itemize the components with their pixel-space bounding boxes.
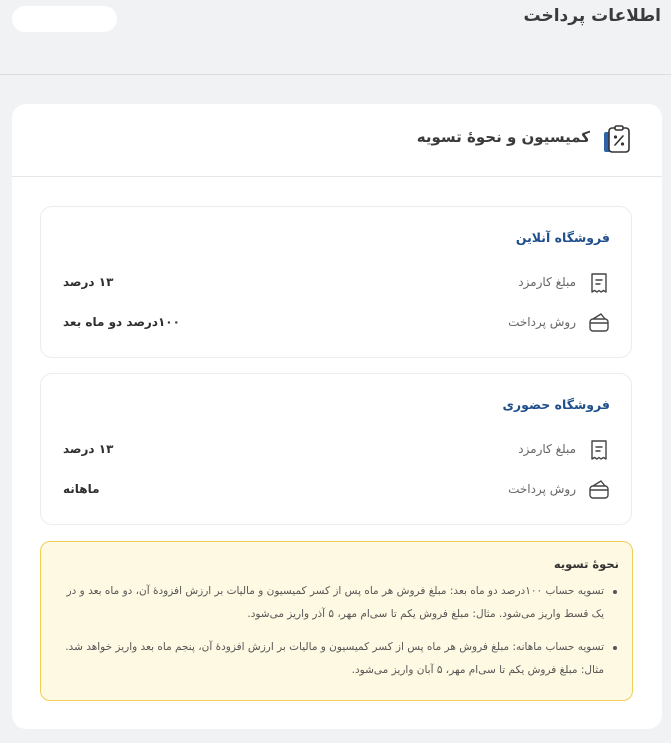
page-header <box>0 0 671 75</box>
fee-label: مبلغ کارمزد <box>518 442 576 456</box>
store-online-section <box>40 206 632 358</box>
notice-list <box>54 580 619 682</box>
fee-row <box>63 438 610 462</box>
receipt-icon <box>588 271 610 295</box>
store-name: فروشگاه آنلاین <box>515 230 610 245</box>
header-placeholder-pill <box>12 6 117 32</box>
notice-item <box>54 580 619 626</box>
card-title: کمیسیون و نحوهٔ تسویه <box>416 128 590 146</box>
payment-method-value: ۱۰۰درصد دو ماه بعد <box>63 315 180 329</box>
store-physical-section <box>40 373 632 525</box>
store-name: فروشگاه حضوری <box>502 397 610 412</box>
notice-item-text: تسویه حساب ۱۰۰درصد دو ماه بعد: مبلغ فروش هر ماه پس از کسر کمیسیون و مالیات بر ارزش افزودهٔ آن، دو ماه بعد و در یک قسط واریز می‌شود. مثال: مبلغ فروش یکم تا سی‌ام مهر، ۵ آذر واریز می‌شود. <box>66 585 604 620</box>
payment-method-label: روش پرداخت <box>508 482 576 496</box>
fee-label: مبلغ کارمزد <box>518 275 576 289</box>
payment-method-row <box>63 311 610 335</box>
payment-method-value: ماهانه <box>63 482 100 496</box>
payment-method-row <box>63 478 610 502</box>
receipt-icon <box>588 438 610 462</box>
notice-title: نحوهٔ تسویه <box>553 557 619 571</box>
bullet-icon <box>613 590 617 594</box>
notice-item-text: تسویه حساب ماهانه: مبلغ فروش هر ماه پس از کسر کمیسیون و مالیات بر ارزش افزودهٔ آن، پنجم ماه بعد واریز خواهد شد. مثال: مبلغ فروش یکم تا سی‌ام مهر، ۵ آبان واریز می‌شود. <box>65 641 604 676</box>
fee-value: ۱۳ درصد <box>63 275 114 289</box>
percent-document-icon <box>602 124 634 156</box>
notice-item <box>54 636 619 682</box>
bullet-icon <box>613 646 617 650</box>
payment-method-label: روش پرداخت <box>508 315 576 329</box>
fee-value: ۱۳ درصد <box>63 442 114 456</box>
card-header <box>12 104 662 177</box>
page-title: اطلاعات پرداخت <box>523 6 661 26</box>
wallet-icon <box>588 311 610 335</box>
wallet-icon <box>588 478 610 502</box>
settlement-notice <box>40 541 633 701</box>
fee-row <box>63 271 610 295</box>
commission-card <box>12 104 662 729</box>
